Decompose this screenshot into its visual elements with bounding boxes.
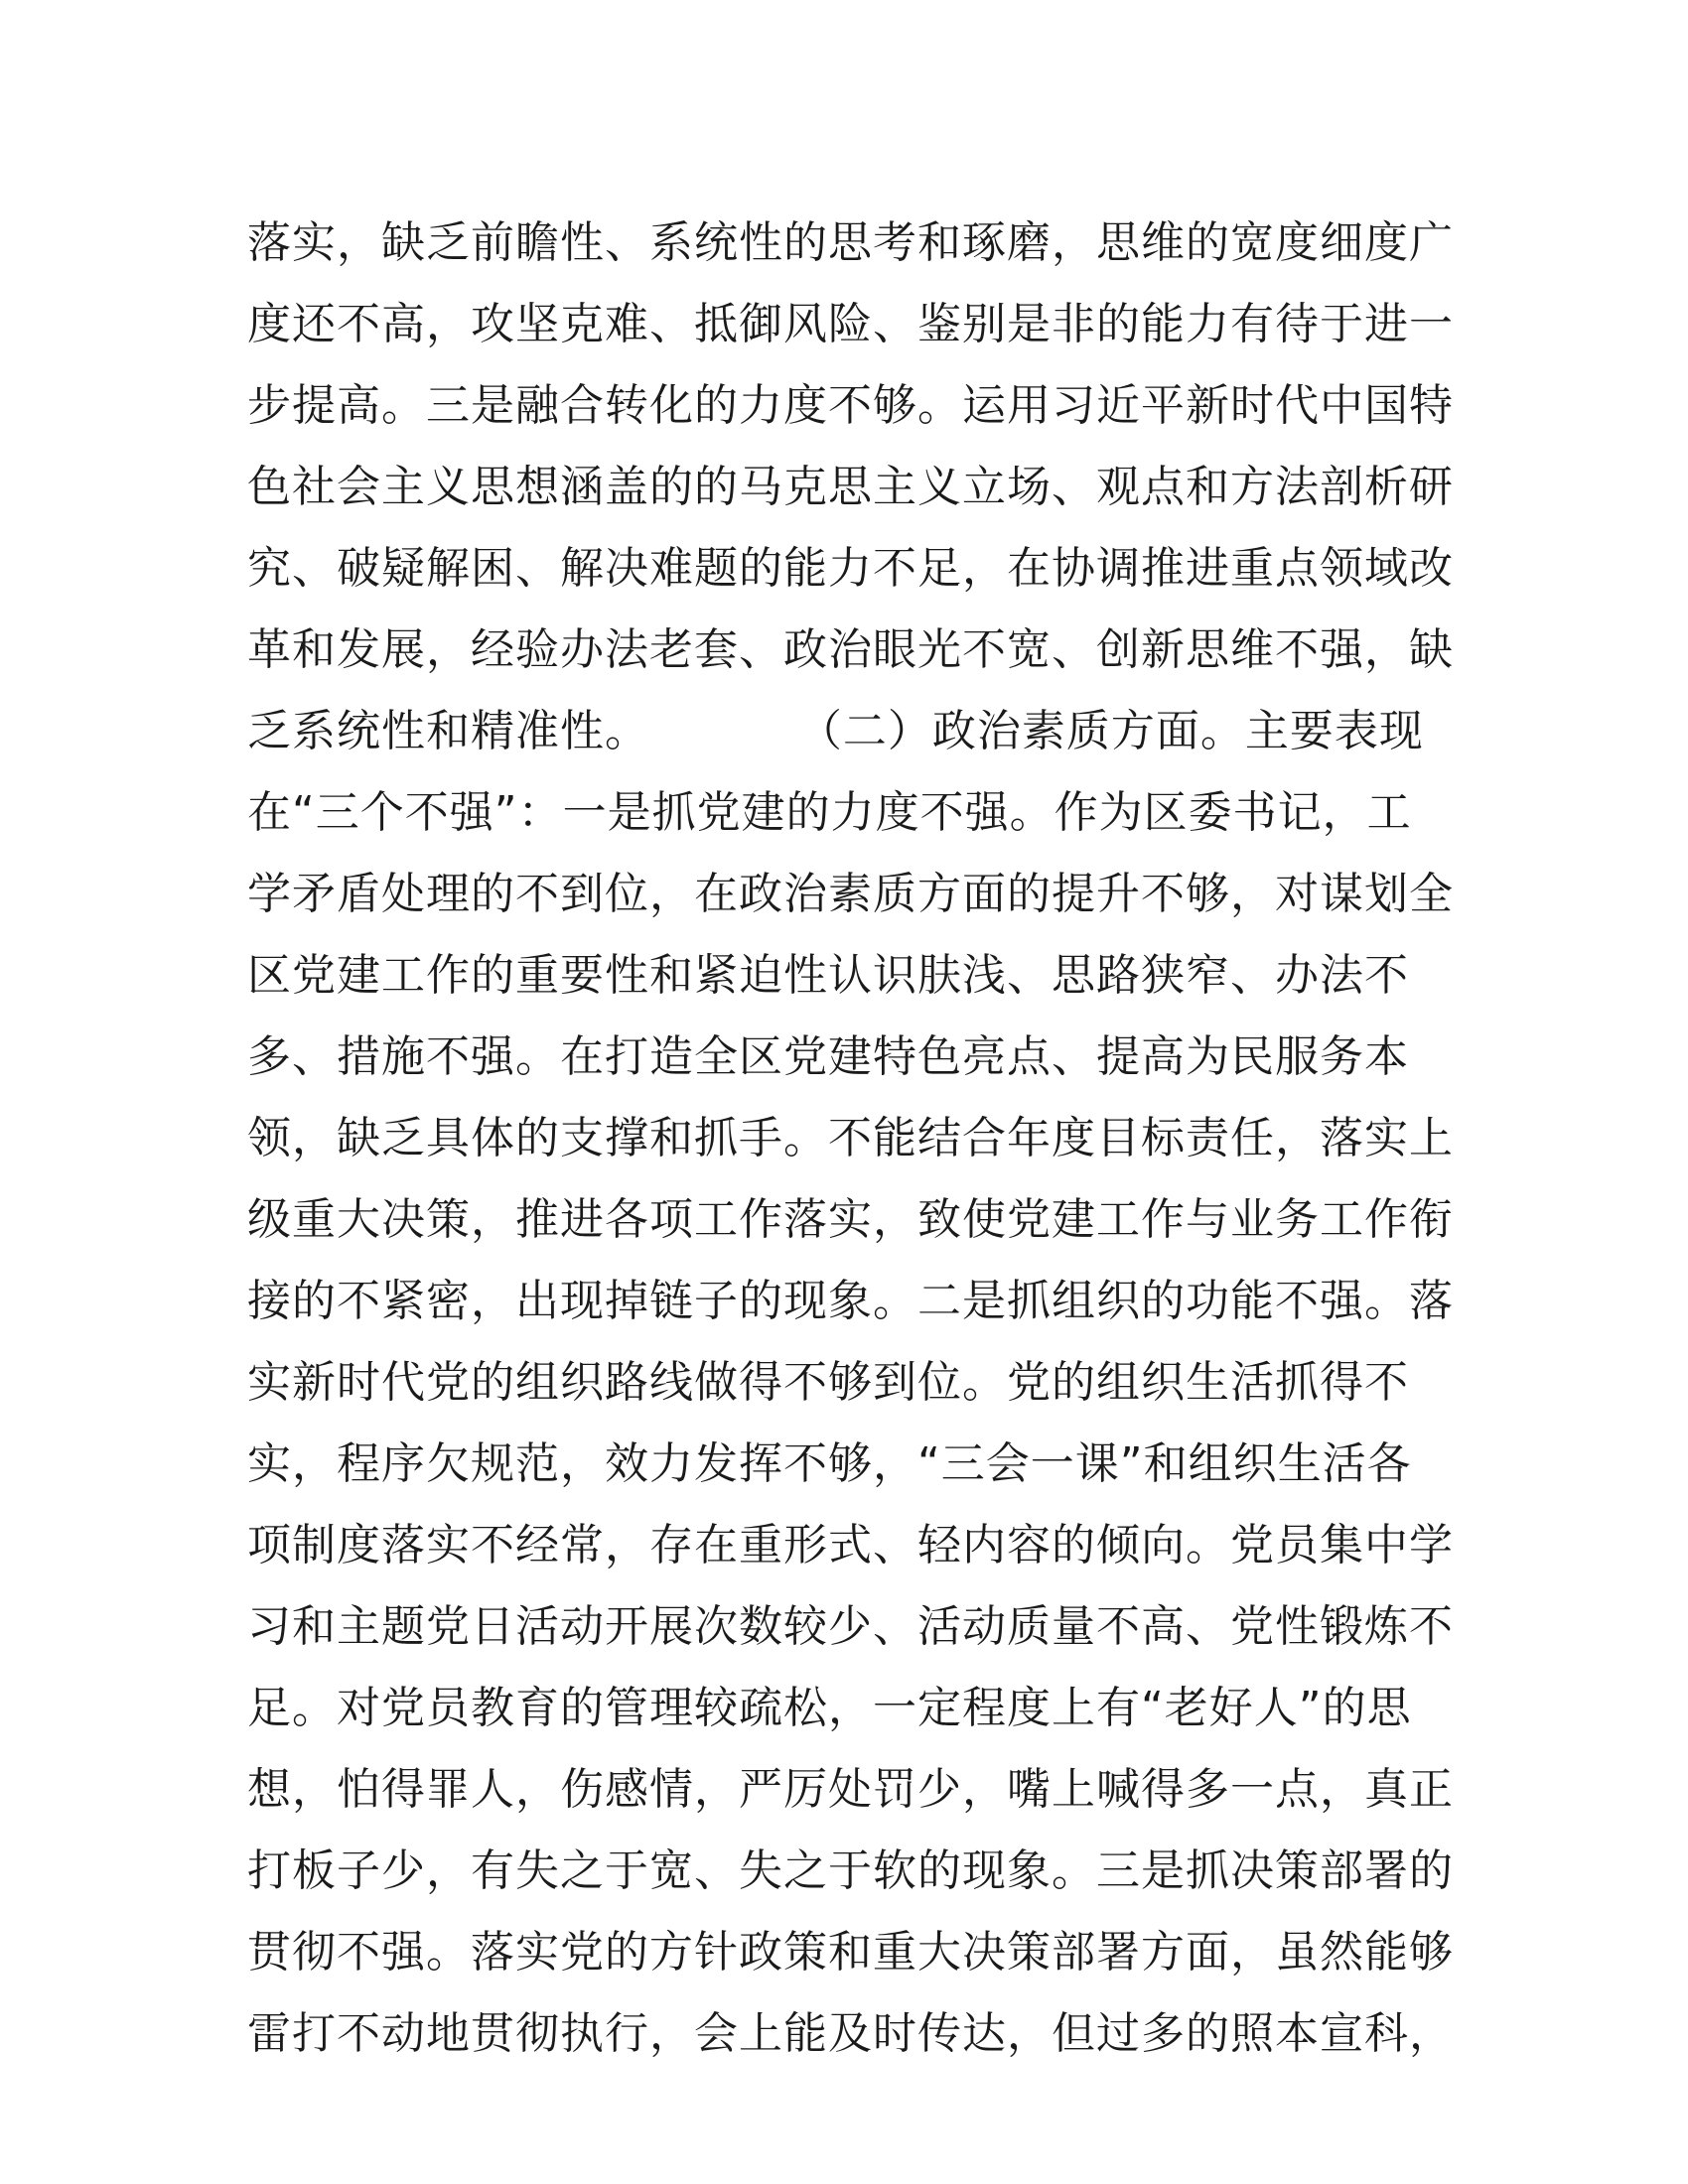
text-line: 打板子少，有失之于宽、失之于软的现象。三是抓决策部署的 bbox=[247, 1845, 1454, 1896]
text-line: 步提高。三是融合转化的力度不够。运用习近平新时代中国特 bbox=[247, 380, 1454, 431]
text-line: 革和发展，经验办法老套、政治眼光不宽、创新思维不强，缺 bbox=[247, 624, 1454, 675]
text-line: 实新时代党的组织路线做得不够到位。党的组织生活抓得不 bbox=[247, 1357, 1409, 1408]
text-line: 级重大决策，推进各项工作落实，致使党建工作与业务工作衔 bbox=[247, 1194, 1454, 1245]
text-line: 领，缺乏具体的支撑和抓手。不能结合年度目标责任，落实上 bbox=[247, 1113, 1454, 1163]
text-line: 雷打不动地贯彻执行，会上能及时传达，但过多的照本宣科， bbox=[247, 2008, 1454, 2059]
text-line: 度还不高，攻坚克难、抵御风险、鉴别是非的能力有待于进一 bbox=[247, 299, 1454, 349]
text-line: 接的不紧密，出现掉链子的现象。二是抓组织的功能不强。落 bbox=[247, 1276, 1454, 1326]
text-line: 乏系统性和精准性。 （二）政治素质方面。主要表现 bbox=[247, 706, 1424, 756]
text-line: 落实，缺乏前瞻性、系统性的思考和琢磨，思维的宽度细度广 bbox=[247, 217, 1454, 268]
text-line: 习和主题党日活动开展次数较少、活动质量不高、党性锻炼不 bbox=[247, 1601, 1454, 1652]
text-line: 多、措施不强。在打造全区党建特色亮点、提高为民服务本 bbox=[247, 1031, 1409, 1082]
text-line: 项制度落实不经常，存在重形式、轻内容的倾向。党员集中学 bbox=[247, 1520, 1454, 1570]
text-line: 足。对党员教育的管理较疏松，一定程度上有“老好人”的思 bbox=[247, 1683, 1412, 1733]
body-text bbox=[247, 203, 1478, 2075]
text-line: 想，怕得罪人，伤感情，严厉处罚少，嘴上喊得多一点，真正 bbox=[247, 1764, 1454, 1815]
text-line: 色社会主义思想涵盖的的马克思主义立场、观点和方法剖析研 bbox=[247, 462, 1454, 512]
text-line: 贯彻不强。落实党的方针政策和重大决策部署方面，虽然能够 bbox=[247, 1927, 1454, 1978]
text-line: 区党建工作的重要性和紧迫性认识肤浅、思路狭窄、办法不 bbox=[247, 950, 1409, 1001]
text-line: 究、破疑解困、解决难题的能力不足，在协调推进重点领域改 bbox=[247, 543, 1454, 594]
text-line: 实，程序欠规范，效力发挥不够，“三会一课”和组织生活各 bbox=[247, 1438, 1412, 1489]
text-line: 学矛盾处理的不到位，在政治素质方面的提升不够，对谋划全 bbox=[247, 869, 1454, 919]
text-line: 在“三个不强”：一是抓党建的力度不强。作为区委书记，工 bbox=[247, 787, 1412, 838]
